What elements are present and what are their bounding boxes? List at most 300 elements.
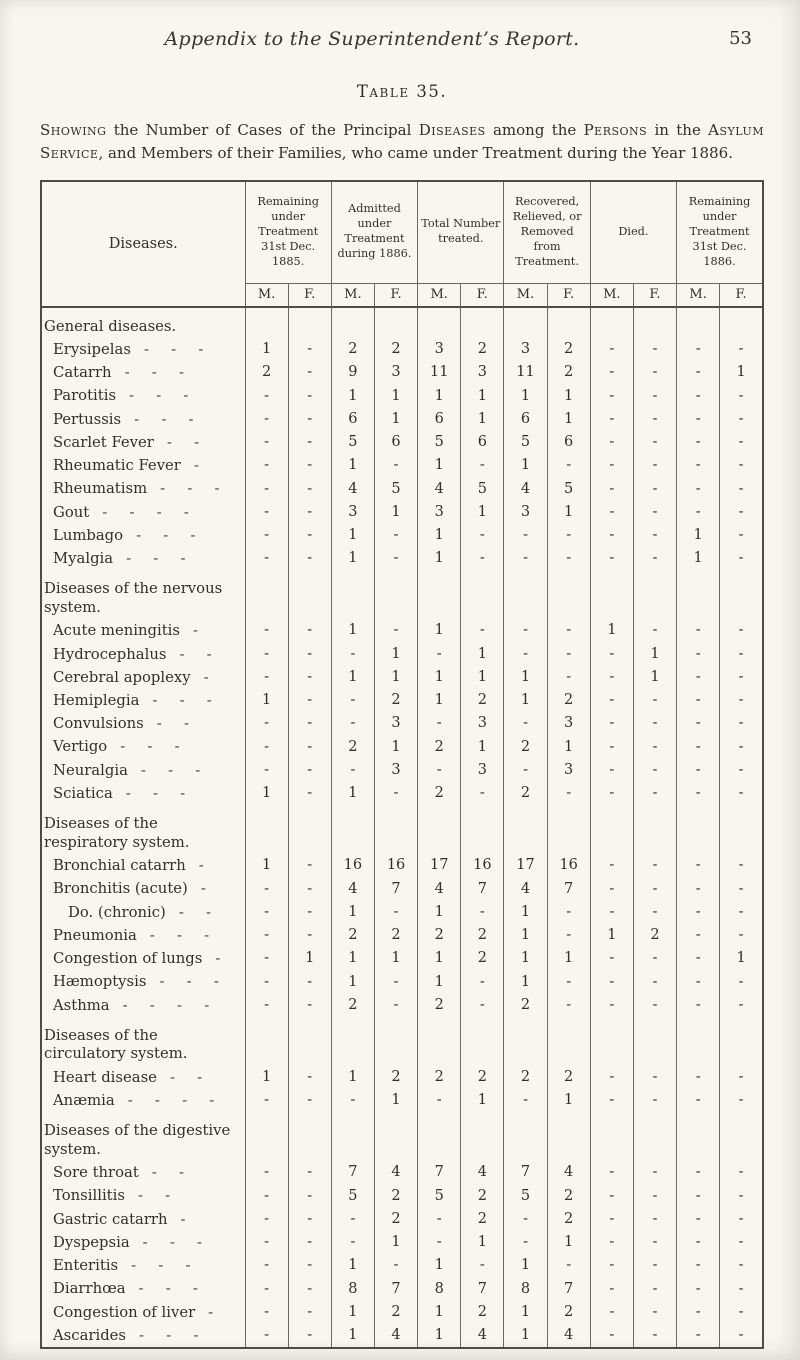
value-cell: -	[288, 970, 331, 993]
value-cell: -	[720, 643, 763, 666]
value-cell: -	[677, 782, 720, 805]
table-row	[41, 947, 763, 970]
value-cell: -	[720, 877, 763, 900]
value-cell: 2	[461, 689, 504, 712]
empty-cell	[720, 1017, 763, 1066]
value-cell: -	[288, 501, 331, 524]
leader-dashes: - - -	[139, 1326, 199, 1344]
empty-cell	[590, 307, 633, 338]
value-cell: 4	[418, 477, 461, 500]
disease-name-cell	[41, 1324, 245, 1348]
table-row	[41, 1301, 763, 1324]
intro-text-segment: Showing	[40, 121, 107, 139]
value-cell: -	[504, 712, 547, 735]
value-cell: 2	[418, 735, 461, 758]
value-cell: -	[288, 712, 331, 735]
value-cell: -	[720, 924, 763, 947]
table-row	[41, 1066, 763, 1089]
value-cell: 1	[633, 666, 676, 689]
value-cell: 2	[547, 361, 590, 384]
empty-cell	[677, 570, 720, 619]
group-column-header: Died.	[590, 181, 676, 283]
disease-name: Myalgia	[53, 550, 114, 568]
value-cell: 5	[418, 431, 461, 454]
value-cell: 8	[331, 1277, 374, 1300]
value-cell: 1	[461, 384, 504, 407]
group-column-header: Recovered, Relieved, or Removed from Treatment.	[504, 181, 590, 283]
value-cell: -	[418, 759, 461, 782]
value-cell: -	[288, 782, 331, 805]
intro-text-segment: Asylum Service	[40, 121, 764, 162]
leader-dashes: - - -	[136, 526, 196, 544]
sex-column-header: M.	[677, 283, 720, 307]
value-cell: -	[677, 901, 720, 924]
disease-name: Pertussis	[53, 410, 122, 428]
value-cell: -	[677, 1301, 720, 1324]
value-cell: -	[633, 1231, 676, 1254]
disease-name: Sore throat	[53, 1164, 139, 1182]
table-row	[41, 759, 763, 782]
value-cell: -	[245, 901, 288, 924]
value-cell: -	[590, 477, 633, 500]
value-cell: 1	[374, 1089, 417, 1112]
value-cell: -	[288, 431, 331, 454]
disease-name-cell	[41, 643, 245, 666]
empty-cell	[547, 1017, 590, 1066]
value-cell: -	[461, 782, 504, 805]
disease-name: Gout	[53, 503, 90, 521]
section-title: Diseases of the circulatory system.	[41, 1017, 245, 1066]
table-row	[41, 431, 763, 454]
disease-name: Do. (chronic)	[68, 903, 166, 921]
table-row	[41, 1324, 763, 1348]
leader-dashes: - - - -	[127, 1091, 215, 1109]
empty-cell	[418, 307, 461, 338]
section-title: General diseases.	[41, 307, 245, 338]
value-cell: 4	[374, 1324, 417, 1348]
empty-cell	[418, 1112, 461, 1161]
value-cell: -	[374, 1254, 417, 1277]
value-cell: -	[677, 454, 720, 477]
value-cell: 1	[461, 666, 504, 689]
value-cell: 2	[504, 735, 547, 758]
disease-name-cell	[41, 782, 245, 805]
value-cell: -	[590, 1301, 633, 1324]
value-cell: 6	[461, 431, 504, 454]
value-cell: -	[504, 1231, 547, 1254]
value-cell: 2	[547, 1208, 590, 1231]
value-cell: -	[245, 1254, 288, 1277]
value-cell: 1	[547, 735, 590, 758]
value-cell: 2	[418, 1066, 461, 1089]
disease-name: Erysipelas	[53, 340, 131, 358]
table-row	[41, 735, 763, 758]
value-cell: 5	[374, 477, 417, 500]
value-cell: -	[374, 454, 417, 477]
disease-name-cell	[41, 666, 245, 689]
value-cell: -	[633, 431, 676, 454]
value-cell: 16	[461, 854, 504, 877]
value-cell: -	[590, 712, 633, 735]
value-cell: 2	[374, 338, 417, 361]
empty-cell	[590, 1112, 633, 1161]
disease-name-cell	[41, 712, 245, 735]
value-cell: -	[677, 501, 720, 524]
table-body	[41, 307, 763, 1349]
value-cell: 1	[461, 1089, 504, 1112]
leader-dashes: - - -	[120, 738, 180, 756]
value-cell: -	[245, 1089, 288, 1112]
disease-name-cell	[41, 1277, 245, 1300]
intro-text-segment: Diseases	[418, 121, 486, 139]
value-cell: 2	[504, 782, 547, 805]
disease-name-cell	[41, 619, 245, 642]
table-row	[41, 854, 763, 877]
value-cell: -	[677, 1324, 720, 1348]
disease-name-cell	[41, 524, 245, 547]
leader-dashes: - - -	[124, 364, 184, 382]
value-cell: -	[245, 1301, 288, 1324]
value-cell: -	[245, 759, 288, 782]
page-number: 53	[729, 28, 752, 49]
value-cell: 1	[504, 901, 547, 924]
sex-column-header: F.	[720, 283, 763, 307]
empty-cell	[288, 570, 331, 619]
value-cell: -	[245, 1231, 288, 1254]
value-cell: -	[590, 384, 633, 407]
value-cell: -	[720, 782, 763, 805]
section-row	[41, 307, 763, 338]
value-cell: -	[590, 666, 633, 689]
value-cell: -	[245, 408, 288, 431]
value-cell: 1	[331, 454, 374, 477]
value-cell: 3	[547, 759, 590, 782]
value-cell: 1	[331, 947, 374, 970]
value-cell: 11	[418, 361, 461, 384]
table-number-heading: Table 35.	[356, 82, 448, 101]
value-cell: -	[720, 1301, 763, 1324]
sex-column-header: M.	[504, 283, 547, 307]
value-cell: -	[633, 1161, 676, 1184]
disease-name-cell	[41, 338, 245, 361]
disease-name: Convulsions	[53, 715, 144, 733]
section-title: Diseases of the respiratory system.	[41, 805, 245, 854]
value-cell: 3	[504, 338, 547, 361]
value-cell: 1	[331, 970, 374, 993]
value-cell: -	[633, 782, 676, 805]
value-cell: 1	[677, 547, 720, 570]
disease-name-cell	[41, 924, 245, 947]
empty-cell	[461, 1017, 504, 1066]
empty-cell	[374, 805, 417, 854]
value-cell: -	[547, 666, 590, 689]
value-cell: 2	[547, 338, 590, 361]
empty-cell	[461, 1112, 504, 1161]
value-cell: 1	[418, 524, 461, 547]
value-cell: -	[590, 1066, 633, 1089]
disease-name: Asthma	[53, 996, 110, 1014]
value-cell: 7	[331, 1161, 374, 1184]
value-cell: -	[331, 1089, 374, 1112]
empty-cell	[633, 1112, 676, 1161]
empty-cell	[331, 307, 374, 338]
value-cell: -	[633, 361, 676, 384]
value-cell: 2	[374, 689, 417, 712]
value-cell: 17	[418, 854, 461, 877]
empty-cell	[245, 805, 288, 854]
value-cell: 1	[547, 947, 590, 970]
value-cell: 4	[461, 1324, 504, 1348]
value-cell: 1	[374, 384, 417, 407]
leader-dashes: - - -	[131, 1257, 191, 1275]
value-cell: -	[288, 666, 331, 689]
value-cell: -	[547, 454, 590, 477]
disease-name-cell	[41, 970, 245, 993]
value-cell: -	[633, 1277, 676, 1300]
value-cell: -	[245, 384, 288, 407]
empty-cell	[677, 1017, 720, 1066]
value-cell: -	[590, 338, 633, 361]
empty-cell	[418, 570, 461, 619]
value-cell: -	[288, 619, 331, 642]
table-row	[41, 361, 763, 384]
section-row	[41, 570, 763, 619]
value-cell: 1	[504, 947, 547, 970]
disease-name: Hydrocephalus	[53, 645, 167, 663]
table-row	[41, 901, 763, 924]
value-cell: -	[374, 901, 417, 924]
value-cell: 8	[504, 1277, 547, 1300]
value-cell: -	[677, 1231, 720, 1254]
leader-dashes: - - -	[160, 480, 220, 498]
table-row	[41, 994, 763, 1017]
value-cell: -	[461, 901, 504, 924]
value-cell: -	[288, 994, 331, 1017]
disease-name-cell	[41, 994, 245, 1017]
disease-name: Cerebral apoplexy	[53, 668, 191, 686]
value-cell: -	[633, 1301, 676, 1324]
value-cell: -	[720, 759, 763, 782]
value-cell: 2	[461, 1301, 504, 1324]
value-cell: 1	[547, 408, 590, 431]
value-cell: -	[720, 524, 763, 547]
table-row	[41, 666, 763, 689]
table-row	[41, 782, 763, 805]
value-cell: -	[590, 854, 633, 877]
disease-name: Bronchitis (acute)	[53, 880, 188, 898]
empty-cell	[245, 570, 288, 619]
running-header-title: Appendix to the Superintendent’s Report.	[164, 28, 580, 50]
disease-name: Hæmoptysis	[53, 973, 147, 991]
disease-name: Lumbago	[53, 526, 124, 544]
value-cell: 1	[504, 384, 547, 407]
sex-column-header: M.	[245, 283, 288, 307]
value-cell: -	[677, 643, 720, 666]
value-cell: -	[590, 759, 633, 782]
disease-name: Dyspepsia	[53, 1233, 130, 1251]
empty-cell	[547, 570, 590, 619]
value-cell: -	[374, 619, 417, 642]
value-cell: -	[547, 970, 590, 993]
empty-cell	[677, 1112, 720, 1161]
table-row	[41, 477, 763, 500]
value-cell: 4	[504, 877, 547, 900]
value-cell: -	[547, 619, 590, 642]
disease-name: Congestion of lungs	[53, 950, 203, 968]
value-cell: 1	[418, 547, 461, 570]
empty-cell	[461, 805, 504, 854]
value-cell: 1	[461, 408, 504, 431]
value-cell: -	[677, 1089, 720, 1112]
value-cell: -	[720, 1254, 763, 1277]
value-cell: -	[720, 408, 763, 431]
table-row	[41, 1254, 763, 1277]
disease-name: Hemiplegia	[53, 692, 140, 709]
disease-name-cell	[41, 431, 245, 454]
disease-name-cell	[41, 501, 245, 524]
disease-name-cell	[41, 384, 245, 407]
leader-dashes: -	[203, 668, 209, 686]
value-cell: 2	[245, 361, 288, 384]
disease-name-cell	[41, 1161, 245, 1184]
value-cell: 3	[374, 759, 417, 782]
value-cell: -	[504, 1089, 547, 1112]
value-cell: -	[245, 1161, 288, 1184]
value-cell: -	[677, 970, 720, 993]
table-row	[41, 643, 763, 666]
table-row	[41, 524, 763, 547]
value-cell: 1	[418, 384, 461, 407]
value-cell: -	[461, 1254, 504, 1277]
value-cell: -	[720, 689, 763, 712]
value-cell: -	[590, 901, 633, 924]
value-cell: -	[590, 524, 633, 547]
value-cell: -	[633, 854, 676, 877]
value-cell: -	[720, 431, 763, 454]
empty-cell	[331, 1112, 374, 1161]
value-cell: -	[288, 689, 331, 712]
empty-cell	[331, 1017, 374, 1066]
value-cell: -	[590, 1161, 633, 1184]
value-cell: -	[418, 1231, 461, 1254]
value-cell: -	[677, 1254, 720, 1277]
sex-column-header: M.	[418, 283, 461, 307]
value-cell: 1	[374, 1231, 417, 1254]
value-cell: -	[633, 1324, 676, 1348]
empty-cell	[720, 805, 763, 854]
value-cell: 5	[418, 1184, 461, 1207]
empty-cell	[374, 307, 417, 338]
value-cell: 1	[504, 1324, 547, 1348]
disease-name: Rheumatic Fever	[53, 457, 181, 475]
empty-cell	[504, 1017, 547, 1066]
value-cell: -	[245, 970, 288, 993]
value-cell: -	[633, 994, 676, 1017]
value-cell: -	[245, 877, 288, 900]
empty-cell	[633, 1017, 676, 1066]
disease-name-cell	[41, 547, 245, 570]
value-cell: -	[633, 877, 676, 900]
value-cell: -	[677, 689, 720, 712]
disease-name: Enteritis	[53, 1257, 119, 1275]
table-row	[41, 1231, 763, 1254]
sex-column-header: M.	[590, 283, 633, 307]
value-cell: -	[288, 338, 331, 361]
intro-text-segment: , and Members of their Families, who came under Treatment during the Year 1886.	[98, 143, 733, 162]
value-cell: 17	[504, 854, 547, 877]
empty-cell	[288, 1112, 331, 1161]
value-cell: 1	[461, 501, 504, 524]
value-cell: -	[633, 901, 676, 924]
value-cell: 16	[547, 854, 590, 877]
value-cell: 1	[418, 1324, 461, 1348]
group-column-header: Remaining under Treatment 31st Dec. 1885.	[245, 181, 331, 283]
value-cell: -	[720, 501, 763, 524]
value-cell: 5	[504, 431, 547, 454]
value-cell: -	[590, 947, 633, 970]
value-cell: -	[633, 547, 676, 570]
empty-cell	[245, 1017, 288, 1066]
table-row	[41, 924, 763, 947]
empty-cell	[504, 570, 547, 619]
value-cell: 1	[374, 735, 417, 758]
value-cell: -	[288, 361, 331, 384]
value-cell: 7	[547, 877, 590, 900]
value-cell: 1	[374, 408, 417, 431]
disease-name-cell	[41, 1184, 245, 1207]
leader-dashes: -	[200, 880, 206, 898]
value-cell: 1	[547, 1231, 590, 1254]
value-cell: -	[720, 1089, 763, 1112]
value-cell: -	[245, 947, 288, 970]
value-cell: 1	[418, 901, 461, 924]
running-header	[40, 28, 764, 56]
empty-cell	[590, 570, 633, 619]
value-cell: -	[288, 901, 331, 924]
disease-name: Anæmia	[53, 1091, 115, 1109]
empty-cell	[720, 1112, 763, 1161]
table-row	[41, 408, 763, 431]
empty-cell	[633, 307, 676, 338]
intro-paragraph	[40, 119, 764, 164]
value-cell: -	[590, 735, 633, 758]
disease-name: Scarlet Fever	[53, 433, 154, 451]
leader-dashes: - - -	[134, 410, 194, 428]
value-cell: 1	[504, 454, 547, 477]
value-cell: -	[720, 547, 763, 570]
value-cell: -	[590, 877, 633, 900]
leader-dashes: - - -	[149, 926, 210, 944]
value-cell: 3	[418, 501, 461, 524]
value-cell: 1	[245, 338, 288, 361]
value-cell: -	[245, 1208, 288, 1231]
value-cell: -	[633, 1089, 676, 1112]
value-cell: -	[547, 994, 590, 1017]
table-row	[41, 384, 763, 407]
empty-cell	[547, 307, 590, 338]
value-cell: 2	[418, 924, 461, 947]
value-cell: -	[245, 994, 288, 1017]
table-head	[41, 181, 763, 307]
value-cell: -	[547, 901, 590, 924]
value-cell: 1	[331, 524, 374, 547]
value-cell: 2	[374, 1208, 417, 1231]
value-cell: -	[633, 524, 676, 547]
disease-name: Ascarides	[53, 1326, 127, 1344]
leader-dashes: -	[198, 857, 204, 875]
value-cell: 1	[331, 384, 374, 407]
leader-dashes: - - -	[152, 692, 212, 709]
